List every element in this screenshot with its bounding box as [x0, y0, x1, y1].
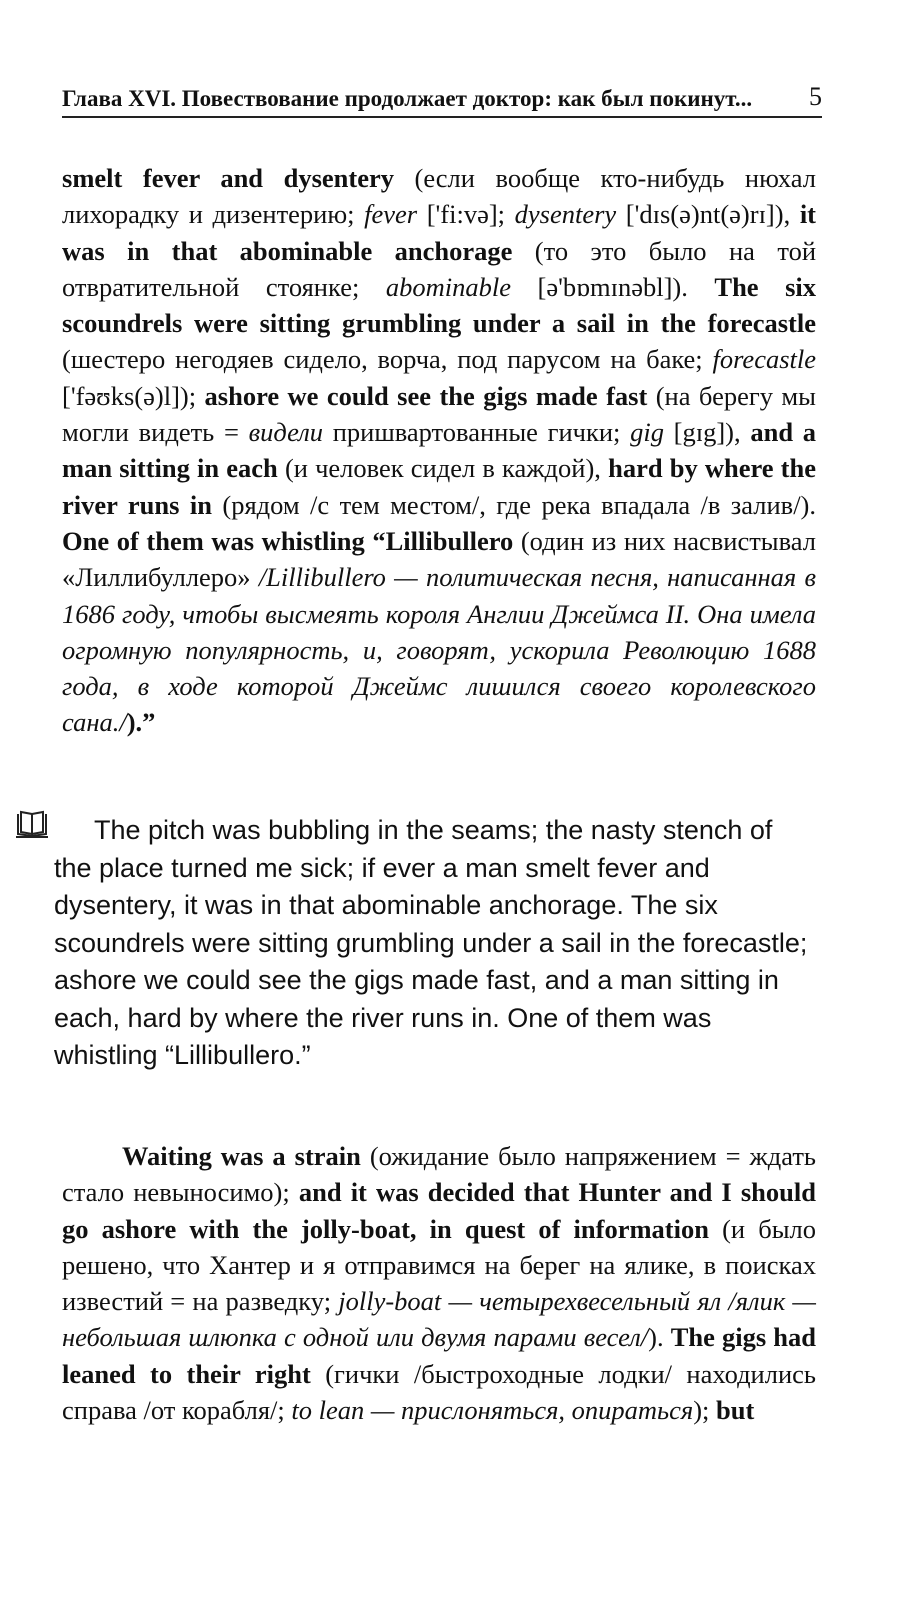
footnote-comment: /Lillibullero — политическая песня, написанная в 1686 году, чтобы высмеять короля Англии Джеймса II. Она имела огромную популярность, и, говорят, ускорила Революцию 1688 года, в ходе которой Джеймс лишился своего королевского сана./ [62, 562, 816, 738]
annotated-paragraph-2 [62, 1138, 816, 1428]
russian-gloss: (гички /быстроходные лодки/ находились справа /от корабля/; [62, 1358, 816, 1426]
russian-gloss: (и человек сидел в каждой), [277, 453, 609, 484]
english-fragment: One of them was whistling “Lillibullero [62, 525, 514, 556]
russian-gloss: (один из них насвистывал «Лиллибуллеро» [62, 525, 816, 593]
russian-gloss: (шестеро негодяев сидело, ворча, под парусом на баке; [62, 344, 713, 375]
transcription: ['fəʊks(ə)l]); [62, 380, 205, 411]
russian-gloss: (если вообще кто-нибудь нюхал лихорадку и дизентерию; [62, 163, 816, 230]
original-text-paragraph: The pitch was bubbling in the seams; the nasty stench of the place turned me sick; if ever a man smelt fever and dysentery, it was in that abominable anchorage. The six scoundrels were sitting grumbling under a sail in the forecastle; ashore we could see the gigs made fast, and a man sitting in each, hard by where the river runs in. One of them was whistling “Lillibullero.” [54, 815, 808, 1070]
russian-gloss: ). [648, 1322, 671, 1353]
vocab-definition: jolly-boat — четырехвесельный ял /ялик — небольшая шлюпка с одной или двумя парами весел/ [62, 1286, 816, 1353]
vocab-word: dysentery [514, 199, 617, 230]
transcription: ['dɪs(ə)nt(ə)rɪ]), [616, 199, 800, 230]
english-fragment: but [716, 1395, 755, 1426]
chapter-title: Глава XVI. Повествование продолжает доктор: как был покинут... [62, 86, 753, 111]
english-fragment: Waiting was a strain [122, 1141, 361, 1171]
vocab-word: forecastle [712, 344, 816, 375]
vocab-definition: to lean — прислоняться, опираться [291, 1395, 694, 1426]
russian-gloss: (и было решено, что Хантер и я отправимся на берег на ялике, в поисках известий = на разведку; [62, 1213, 816, 1317]
english-fragment: The gigs had leaned to their right [62, 1322, 817, 1389]
closing-punctuation: ).” [126, 707, 156, 738]
transcription: [gɪg]), [663, 417, 751, 448]
english-fragment: and it was decided that Hunter and I should go ashore with the jolly-boat, in quest of information [62, 1177, 816, 1244]
book-icon [14, 808, 50, 840]
russian-gloss: (то это было на той отвратительной стоянке; [62, 235, 816, 302]
english-fragment: ashore we could see the gigs made fast [204, 380, 648, 411]
transcription: ['fi:və]; [417, 199, 515, 230]
russian-gloss: пришвартованные гички; [323, 417, 631, 448]
english-fragment: The six scoundrels were sitting grumbling under a sail in the forecastle [62, 271, 817, 339]
running-header [62, 78, 822, 118]
russian-gloss: (ожидание было напряжением = ждать стало невыносимо); [62, 1141, 816, 1208]
russian-gloss: (на берегу мы могли видеть = [62, 380, 816, 448]
russian-gloss: ); [693, 1395, 717, 1426]
gloss-emphasis: видели [248, 417, 323, 448]
page-number: 5 [809, 82, 822, 111]
english-fragment: it was in that abominable anchorage [62, 199, 816, 266]
english-fragment: hard by where the river runs in [62, 453, 816, 520]
annotated-paragraph-1 [62, 160, 816, 741]
english-fragment: smelt fever and dysentery [62, 163, 394, 193]
vocab-word: gig [630, 417, 664, 448]
english-fragment: and a man sitting in each [62, 417, 817, 484]
transcription: [ə'bɒmɪnəbl]). [510, 271, 715, 302]
russian-gloss: (рядом /с тем местом/, где река впадала /в залив/). [211, 489, 817, 520]
vocab-word: abominable [385, 271, 511, 302]
vocab-word: fever [364, 199, 418, 230]
